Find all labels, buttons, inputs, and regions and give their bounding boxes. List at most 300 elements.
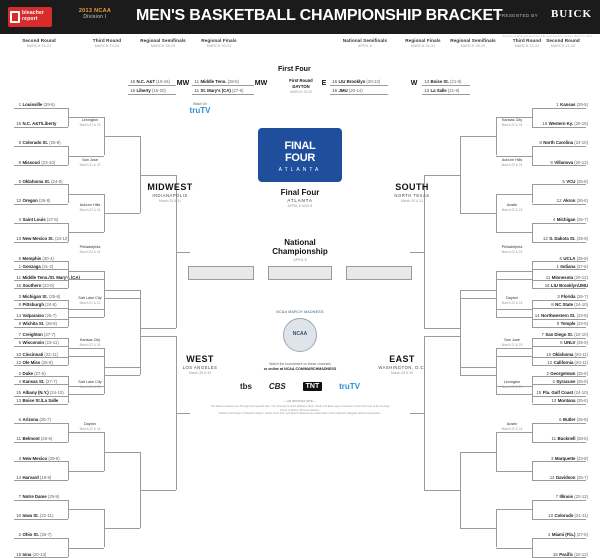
bracket-team[interactable]: 6 Memphis (30-4) [18,255,54,261]
bracket-team[interactable]: 14 Valparaiso (26-7) [16,313,57,319]
first-four-team[interactable]: 13 La Salle (21-9) [424,88,460,93]
march-madness-ball-logo [268,310,332,358]
bracket-team[interactable]: 4 Michigan (26-7) [552,217,588,223]
bracket-line [14,461,68,462]
bracket-line [496,317,532,318]
bracket-line [532,396,586,397]
bracket-line [192,94,254,95]
bracket-line [14,327,68,328]
first-four-date: MARCH 19-20 [289,90,313,94]
bracket-line [424,336,460,337]
national-championship-info: National Championship APRIL 8 [272,238,328,262]
site-label [70,158,110,168]
bracket-line [14,396,68,397]
bracket-line [532,500,586,501]
ncaa-year: 2013 NCAA [78,8,112,14]
site-date: March 21 & 23 [79,163,101,167]
bracket-line [104,290,140,291]
page-header [0,0,600,34]
site-date: March 22 & 24 [79,343,101,347]
bracket-line [410,413,424,414]
cbs-logo[interactable]: CBS [268,382,286,391]
bracket-team[interactable]: 3 New Mexico (29-5) [18,455,60,461]
bracket-team[interactable]: 14 Harvard (19-9) [16,474,52,480]
bracket-team[interactable]: 8 North Carolina (24-10) [539,140,588,146]
bracket-line [68,356,104,357]
first-four-team[interactable]: 11 St. Mary's (CA) (27-6) [194,88,244,93]
bracket-line [532,127,586,128]
bracket-line [68,432,104,433]
bracket-line [68,471,104,472]
bracket-team[interactable]: 13 Montana (25-6) [551,398,588,403]
bracket-line [532,357,586,358]
bracket-line [496,309,532,310]
bracket-team[interactable]: 14 Davidson (26-7) [549,474,588,480]
bracket-team[interactable]: 11 Bucknell (28-5) [551,436,588,442]
ncaa-label [58,8,132,20]
bracket-line [140,175,176,176]
bracket-line [532,327,586,328]
bracket-team[interactable]: 3 Florida (26-7) [557,294,588,299]
round-label-0: Second Round MARCH 21-22 [22,38,56,48]
site-label [70,245,110,255]
bracket-team[interactable]: 9 Temple (23-9) [556,321,588,327]
bracket-line [68,317,104,318]
final-four-info: Final Four ATLANTA APRIL 6 AND 8 [280,188,320,208]
bracket-line [68,279,104,280]
bracket-team[interactable]: 12 Oregon (26-8) [16,198,51,203]
bracket-team[interactable]: 13 New Mexico St. (24-10) [16,236,69,242]
first-four-team[interactable]: 13 Boise St. (21-9) [424,79,462,84]
bracket-line [532,269,586,270]
bracket-line [14,384,68,385]
bracket-line [496,509,532,510]
bracket-line [422,94,470,95]
bracket-line [68,548,104,549]
round-label-3: Regional Finals MARCH 30-31 [201,38,237,48]
site-date: March 21 & 23 [501,343,523,347]
bleacher-report-logo[interactable] [8,7,52,27]
header-disclaimer: Based on at-large and automatic bids as of Selection Sunday, March 17, 2013 [502,35,592,38]
bracket-line [460,375,496,376]
bracket-line [424,490,460,491]
round-label-4: National Semifinals APRIL 6 [342,38,388,48]
bracket-team[interactable]: 8 Colorado St. (25-8) [18,140,61,146]
tbs-logo[interactable]: tbs [240,382,252,391]
first-four-title: First Four [278,66,311,73]
site-label [70,118,110,128]
bracket-line [460,213,496,214]
bracket-team[interactable]: 1 Indiana (27-6) [556,263,588,269]
bracket-line [192,85,254,86]
bracket-line [496,394,532,395]
bracket-line [422,85,470,86]
bracket-team[interactable]: 2 Georgetown (25-6) [546,370,588,376]
bracket-line [104,528,140,529]
site-date: March 22 & 24 [501,301,523,305]
bracket-team[interactable]: 10 Colorado (21-11) [548,513,588,519]
bracket-line [410,252,424,253]
bracket-line [532,384,586,385]
bracket-line [496,548,532,549]
bracket-line [532,480,586,481]
site-label [70,422,110,432]
site-name: Dayton [505,296,519,300]
bracket-team[interactable]: 12 Ole Miss (26-8) [16,359,53,365]
bracket-line [532,165,586,166]
bracket-line [496,232,532,233]
region-east: EAST WASHINGTON, D.C. March 28 & 30 [378,354,426,375]
bracket-line [68,309,104,310]
footer-line-2: The Road to Atlanta runs through four regional sites. The champions of the Midwest, West, South and East regions advance to the Final Four at the Georgia Dome in Atlanta. All times Eastern. [210,405,390,412]
first-four-round-label: First Round [289,78,313,83]
bracket-team[interactable]: 2 Ohio St. (26-7) [18,532,52,538]
bracket-line [14,165,68,166]
trutv-logo-footer[interactable]: truTV [339,382,360,391]
bracket-line [140,328,176,329]
bracket-line [68,509,104,510]
bracket-line [532,108,586,109]
bracket-line [424,175,460,176]
bracket-line [424,328,460,329]
bracket-team[interactable]: 7 San Diego St. (22-10) [541,332,588,338]
bracket-team[interactable]: 13 Boise St./La Salle [16,398,59,403]
bracket-team[interactable]: 4 Kansas St. (27-7) [18,378,58,384]
bracket-team[interactable]: 5 Oklahoma St. (24-8) [18,178,63,184]
site-date: March 21 & 23 [501,385,523,389]
bracket-line [532,538,533,557]
bracket-team[interactable]: 5 VCU (26-8) [562,178,588,184]
site-name: Salt Lake City [78,380,102,384]
site-name: Austin [506,422,518,426]
bracket-line [14,357,68,358]
bracket-line [14,269,68,270]
bracket-line [14,204,68,205]
bracket-line [14,184,68,185]
round-label-7: Third Round MARCH 23-24 [512,38,542,48]
bracket-team[interactable]: 1 Louisville (29-5) [18,102,55,107]
first-four-team[interactable]: 16 LIU Brooklyn (20-13) [332,79,381,84]
final-four-logo: FINAL FOUR ATLANTA [258,128,342,182]
bracket-line [532,184,533,203]
bracket-line [68,394,104,395]
bracket-line [330,85,388,86]
first-four-team[interactable]: 16 Liberty (15-20) [130,88,166,93]
first-four-team[interactable]: 16 N.C. A&T (19-16) [130,79,170,84]
bracket-line [14,376,68,377]
bracket-line [532,146,533,165]
bracket-line [68,194,104,195]
bracket-line [104,375,140,376]
bracket-team[interactable]: 16 N.C. A&T/Liberty [16,121,57,127]
bracket-line [532,308,586,309]
bracket-line [532,261,586,262]
bracket-line [460,290,496,291]
round-label-2: Regional Semifinals MARCH 28-29 [140,38,186,48]
region-west: WEST LOS ANGELES March 28 & 30 [182,354,218,375]
site-label [70,338,110,348]
bracket-line [14,519,68,520]
bracket-team[interactable]: 6 UCLA (25-9) [559,255,588,261]
bracket-line [68,156,104,157]
bracket-line [532,384,533,403]
bracket-line [532,376,586,377]
semifinal-slot-right[interactable] [346,266,412,280]
first-four-game-label: MW [254,80,268,87]
site-name: Auburn Hills [79,203,101,207]
site-date: March 22 & 24 [79,250,101,254]
bracket-line [14,108,68,109]
bracket-team[interactable]: 9 Missouri (23-10) [18,159,56,165]
bracket-line [104,452,140,453]
bracket-line [496,156,532,157]
bracket-line [460,367,496,368]
site-name: Lexington [503,380,521,384]
bracket-line [496,279,532,280]
bracket-team[interactable]: 13 S. Dakota St. (25-9) [542,236,588,242]
bracket-line [496,271,532,272]
bracket-line [496,432,497,470]
site-name: Austin [506,203,518,207]
site-name: San Jose [82,158,98,162]
site-name: Kansas City [501,118,523,122]
site-label [492,380,532,390]
bracket-line [68,271,104,272]
bracket-line [14,338,68,339]
bracket-team[interactable]: 14 Northwestern St. (23-8) [534,313,588,319]
bracket-line [460,136,461,213]
bracket-line [14,300,68,301]
round-label-5: Regional Finals MARCH 30-31 [405,38,441,48]
round-label-8: Second Round MARCH 21-22 [546,38,580,48]
site-date: March 22 & 24 [79,208,101,212]
bracket-team[interactable]: 11 Belmont (26-6) [16,436,53,442]
bracket-line [330,94,388,95]
bracket-team[interactable]: 8 NC State (24-10) [551,302,588,307]
watch-on-label: Watch On [192,102,208,106]
trutv-logo[interactable]: truTV [189,106,211,115]
bracket-line [532,423,533,442]
first-four-game-label: W [408,80,420,87]
site-label [492,338,532,348]
site-name: Salt Lake City [78,296,102,300]
bracket-line [532,223,586,224]
basketball-icon [283,318,317,352]
bracket-line [532,242,586,243]
bracket-line [14,261,68,262]
semifinal-slot-left[interactable] [188,266,254,280]
site-date: March 22 & 24 [501,163,523,167]
watch-line-2: or online at NCAA.COM/MARCHMADNESS [263,366,337,371]
site-label [492,203,532,213]
site-label [70,296,110,306]
bracket-line [532,308,533,327]
bracket-line [532,223,533,242]
bracket-line [14,404,68,405]
bracket-team[interactable]: 10 Oklahoma (20-11) [546,351,588,357]
presented-by-label: PRESENTED BY [498,13,538,18]
bracket-line [496,356,532,357]
bracket-line [460,528,496,529]
bracket-line [532,442,586,443]
bracket-line [532,280,586,281]
bracket-team[interactable]: 1 Kansas (29-5) [556,102,588,107]
site-label [492,158,532,168]
bracket-team[interactable]: 16 LIU Brooklyn/JMU [544,282,588,288]
first-four-team[interactable]: 11 Middle Tenn. (28-5) [194,79,239,84]
bracket-team[interactable]: 16 Southern (23-9) [16,282,54,288]
site-label [492,422,532,432]
site-name: Kansas City [79,338,101,342]
site-date: March 22 & 24 [501,208,523,212]
footer-line-3: Bracket and design © Bleacher Report. NCAA, Final Four and March Madness are trademarks of the National Collegiate Athletic Association. [219,412,381,416]
bracket-team[interactable]: 9 Villanova (20-13) [550,159,588,165]
bracket-team[interactable]: 2 Duke (27-5) [18,370,46,376]
bracket-team[interactable]: 12 California (20-11) [547,359,588,365]
bracket-line [68,232,104,233]
bracket-line [140,490,176,491]
bracket-team[interactable]: 4 Saint Louis (27-6) [18,217,59,223]
bracket-line [14,146,68,147]
bracket-line [176,413,190,414]
bracket-line [14,308,68,309]
bracket-team[interactable]: 9 Wichita St. (26-8) [18,321,57,327]
bracket-line [128,85,176,86]
bracket-team[interactable]: 15 Fla. Gulf Coast (24-10) [536,390,588,395]
logo-text: bleacher report [22,10,45,22]
bracket-line [140,336,176,337]
bracket-line [460,452,496,453]
page-title: MEN'S BASKETBALL CHAMPIONSHIP BRACKET [136,7,503,24]
round-label-6: Regional Semifinals MARCH 28-29 [450,38,496,48]
site-label [70,203,110,213]
bracket-line [496,509,497,547]
bracket-line [496,471,532,472]
bracket-line [14,365,68,366]
bracket-line [14,288,68,289]
site-date: March 22 & 24 [501,250,523,254]
site-name: Dayton [83,422,97,426]
bracket-line [532,269,533,288]
bracket-line [532,538,586,539]
site-date: March 21 & 23 [79,301,101,305]
bracket-line [532,288,586,289]
bracket-line [14,500,68,501]
site-name: Philadelphia [79,245,101,249]
bracket-line [496,194,497,232]
bracket-line [532,500,533,519]
sponsor-logo[interactable]: BUICK [550,8,592,20]
footer-line-1: — AN OFFICIAL SITE — [283,399,317,403]
bracket-team[interactable]: 7 Illinois (22-12) [555,494,588,499]
first-four-watch-on [175,102,225,115]
site-date: March 21 & 23 [79,123,101,127]
ncaa-division: Division I [83,14,107,20]
site-name: San Jose [504,338,520,342]
site-date: March 22 & 24 [501,427,523,431]
bracket-team[interactable]: 15 Iona (20-13) [16,551,47,557]
bracket-team[interactable]: 11 Middle Tenn./St. Mary's (CA) [16,274,80,280]
bracket-team[interactable]: 7 Notre Dame (25-9) [18,494,60,499]
bracket-team[interactable]: 1 Gonzaga (31-2) [18,263,54,269]
first-four-game-label: E [318,80,330,87]
broadcast-channels [240,382,360,391]
bracket-team[interactable]: 3 Marquette (23-8) [550,455,588,461]
first-four-site: DAYTON [292,84,310,89]
bracket-team[interactable]: 11 Minnesota (20-12) [545,274,588,280]
bracket-line [14,242,68,243]
bracket-line [14,223,68,224]
bracket-team[interactable]: 2 Miami (Fla.) (27-6) [547,532,588,538]
site-name: Lexington [81,118,99,122]
bracket-line [532,365,586,366]
bracket-line [14,319,68,320]
bracket-line [532,346,586,347]
bracket-line [460,298,461,375]
bracket-team[interactable]: 4 Syracuse (26-9) [552,378,588,384]
bracket-team[interactable]: 12 Akron (26-6) [556,198,588,203]
bracket-line [532,319,586,320]
tnt-logo[interactable]: TNT [303,382,323,391]
watch-line-1: Watch the tournament on these channels [269,362,331,366]
bracket-team[interactable]: 6 Butler (26-8) [559,417,588,423]
bracket-line [14,480,68,481]
site-date: March 21 & 23 [79,385,101,389]
bracket-line [14,346,68,347]
bracket-line [532,146,586,147]
bracket-team[interactable]: 5 UNLV (25-9) [560,340,588,346]
championship-slot[interactable] [268,266,332,280]
bracket-line [14,280,68,281]
bracket-team[interactable]: 16 Western Ky. (20-15) [542,121,588,127]
bracket-team[interactable]: 6 Arizona (25-7) [18,417,51,423]
bracket-line [14,442,68,443]
bracket-line [104,213,140,214]
bracket-team[interactable]: 3 Michigan St. (25-8) [18,294,61,299]
bracket-line [104,367,140,368]
round-labels [0,38,600,54]
site-label [70,380,110,390]
bracket-line [176,252,190,253]
bracket-team[interactable]: 8 Pittsburgh (24-8) [18,302,57,307]
bracket-line [532,519,586,520]
first-four-team[interactable]: 16 JMU (20-14) [332,88,363,93]
bracket-line [532,404,586,405]
bracket-line [532,461,586,462]
bracket-line [532,184,586,185]
bracket-line [532,423,586,424]
round-label-1: Third Round MARCH 23-24 [92,38,122,48]
bracket-team[interactable]: 7 Creighton (27-7) [18,332,56,338]
bracket-team[interactable]: 5 Wisconsin (23-11) [18,340,59,346]
first-four-game-label: MW [176,80,190,87]
bracket-team[interactable]: 10 Cincinnati (22-11) [16,351,58,357]
ball-caption: NCAA MARCH MADNESS [276,310,324,314]
bracket-line [460,136,496,137]
bracket-line [460,298,496,299]
bracket-line [532,300,586,301]
bracket-line [128,94,176,95]
bracket-line [460,452,461,529]
region-midwest: MIDWEST INDIANAPOLIS March 29 & 31 [147,182,193,203]
bracket-team[interactable]: 15 Pacific (22-12) [552,551,588,557]
bracket-team[interactable]: 15 Albany (N.Y.) (24-10) [16,390,64,395]
bracket-line [14,538,68,539]
bracket-line [532,338,586,339]
footer-text [210,400,390,416]
site-label [492,118,532,128]
bracket-team[interactable]: 10 Iowa St. (22-11) [16,513,54,519]
